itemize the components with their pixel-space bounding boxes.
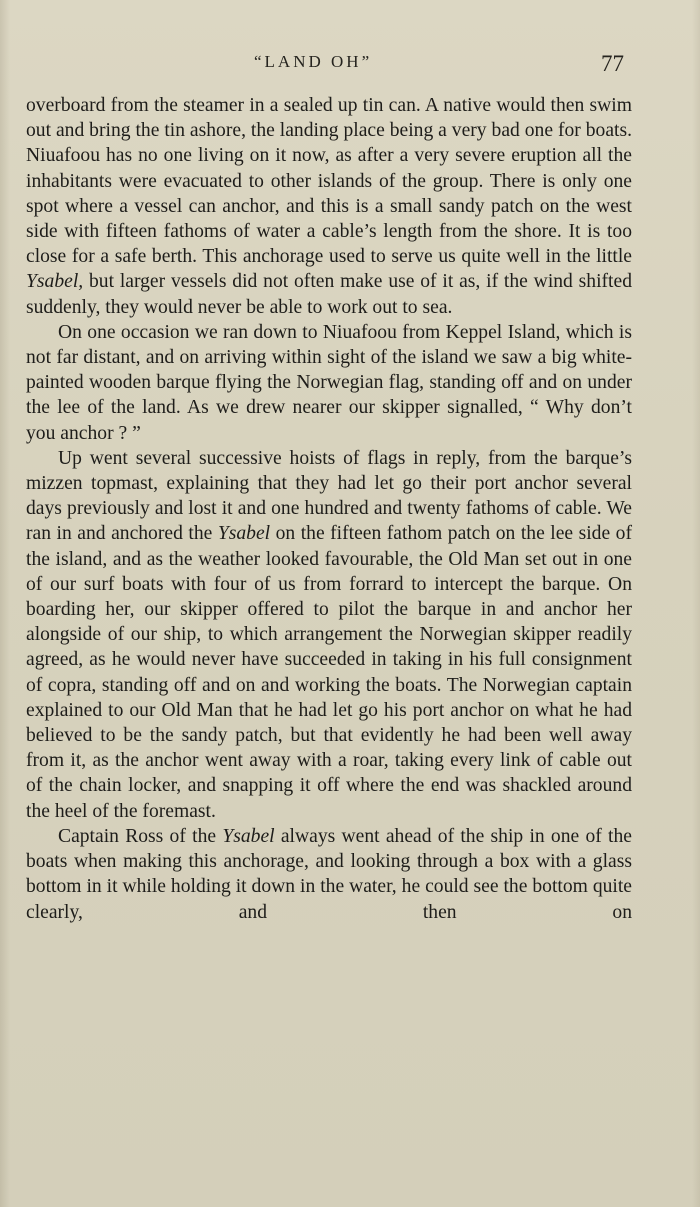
paragraph-4-end: always went ahead of the ship in one of the boats when making this anchorage, and looking through a box with a glass bottom in it while holding it down in the water, he could see the bottom quite clearly, and then on: [26, 825, 632, 923]
ship-name-italic: Ysabel: [217, 523, 271, 545]
running-head: “LAND OH”: [254, 52, 373, 71]
paragraph-1-text: overboard from the steamer in a sealed up tin can. A native would then swim out and bring the tin ashore, the landing place being a very bad one for boats. Niuafoou has no one living on it now, as after a very severe eruption all the inhabitants were evacuated to other islands of the group. There is only one spot where a vessel can anchor, and this is a small sandy patch on the west side with fifteen fathoms of water a cable’s length from the shore. It is too close for a safe berth. This anchorage used to serve us quite well in the little: [26, 95, 632, 268]
body-text: [26, 93, 632, 925]
paragraph-1: [26, 93, 632, 320]
paragraph-4-start: Captain Ross of the: [58, 825, 223, 847]
paragraph-3-end: on the fifteen fathom patch on the lee side of the island, and as the weather looked favourable, the Old Man set out in one of our surf boats with four of us from forrard to intercept the barque. On boarding her, our skipper offered to pilot the barque in and anchor her alongside of our ship, to which arrangement the Norwegian skipper readily agreed, as he would never have succeeded in taking in his full consignment of copra, standing off and on and working the boats. The Norwegian captain explained to our Old Man that he had let go his port anchor on what he had believed to be the sandy patch, but that evidently he had been well away from it, as the anchor went away with a roar, taking every link of cable out of the chain locker, and snapping it off where the end was shackled around the heel of the foremast.: [26, 523, 633, 822]
ship-name-italic: Ysabel,: [26, 271, 84, 293]
paragraph-2: On one occasion we ran down to Niuafoou from Keppel Island, which is not far distant, and on arriving within sight of the island we saw a big white-painted wooden barque flying the Norwegian flag, standing off and on under the lee of the land. As we drew nearer our skipper signalled, “ Why don’t you anchor ? ”: [26, 321, 632, 444]
paragraph-4: [26, 824, 632, 925]
paragraph-3: [26, 446, 632, 824]
paragraph-1-end: but larger vessels did not often make use of it as, if the wind shifted suddenly, they would never be able to work out to sea.: [26, 271, 632, 318]
page-number: 77: [601, 51, 624, 76]
ship-name-italic: Ysabel: [222, 825, 275, 847]
paragraph-3-start: Up went several successive hoists of flags in reply, from the barque’s mizzen topmast, explaining that they had let go their port anchor several days previously and lost it and one hundred and twenty fathoms of cable. We ran in and anchored the: [26, 447, 632, 545]
